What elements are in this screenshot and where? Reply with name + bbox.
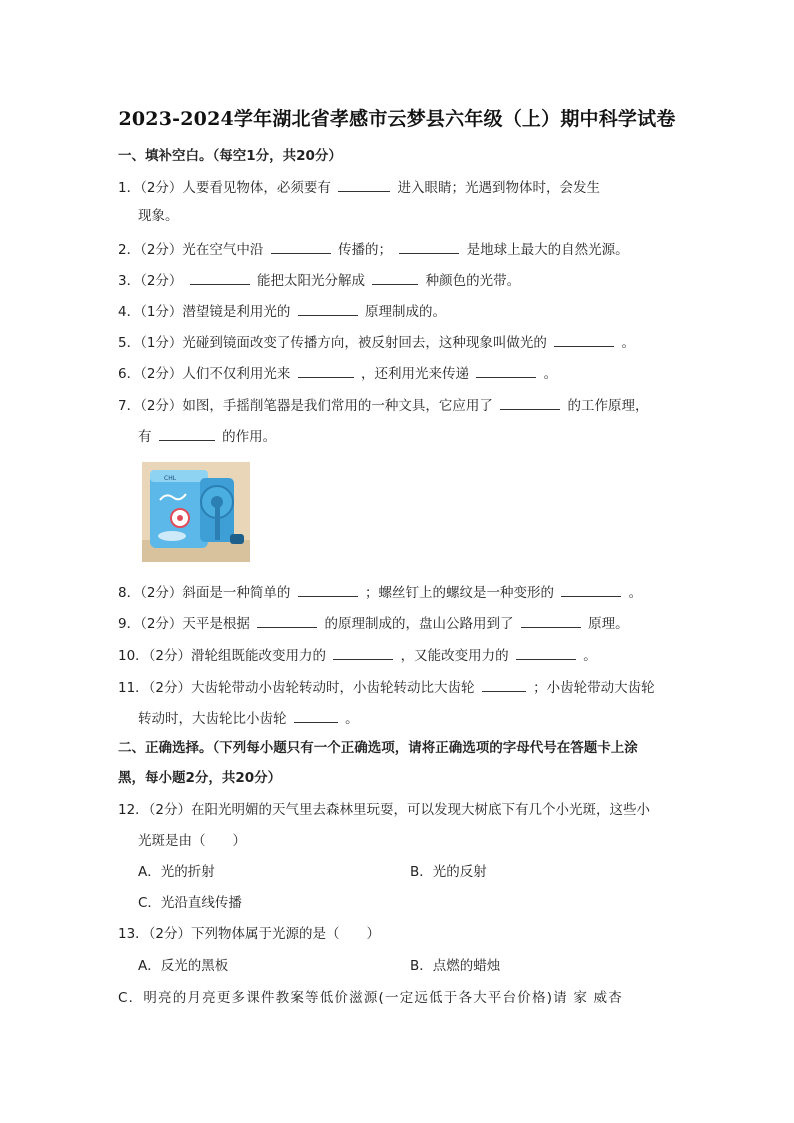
- question-11-cont: [138, 707, 359, 729]
- q12-text-a: 12．（2分）在阳光明媚的天气里去森林里玩耍，可以发现大树底下有几个小光斑，这些小: [118, 802, 651, 818]
- q4-blank-1[interactable]: [298, 300, 358, 316]
- q2-text-c: 是地球上最大的自然光源。: [466, 242, 629, 258]
- decorative-cloud: [158, 531, 186, 541]
- question-3: [118, 269, 520, 291]
- q7-text-b: 的工作原理，: [567, 398, 649, 414]
- q9-text-c: 原理。: [588, 616, 629, 632]
- q12-text-b: 光斑是由（ ）: [138, 833, 246, 849]
- q6-text-c: 。: [543, 366, 558, 382]
- crank-arm: [215, 502, 220, 540]
- q1-text-c: 现象。: [138, 208, 179, 224]
- section-2-heading-cont: [118, 768, 281, 788]
- q11-text-b: ；小齿轮带动大齿轮: [533, 680, 655, 696]
- q9-text-b: 的原理制成的，盘山公路用到了: [324, 616, 514, 632]
- q10-text-a: 10．（2分）滑轮组既能改变用力的: [118, 648, 327, 664]
- question-1-cont: [138, 206, 179, 226]
- q1-text-b: 进入眼睛；光遇到物体时，会发生: [397, 180, 601, 196]
- question-9: [118, 612, 629, 634]
- pencil-sharpener-image: [142, 462, 250, 562]
- question-13: [118, 924, 380, 944]
- section-2-heading: [118, 738, 638, 758]
- q6-blank-1[interactable]: [298, 362, 354, 378]
- q1-text-a: 1．（2分）人要看见物体，必须要有: [118, 180, 331, 196]
- q9-blank-1[interactable]: [257, 612, 317, 628]
- q13-option-a[interactable]: A．反光的黑板: [138, 958, 229, 974]
- q3-blank-1[interactable]: [190, 269, 250, 285]
- q4-text-a: 4．（1分）潜望镜是利用光的: [118, 304, 291, 320]
- q3-text-a: 3．（2分）: [118, 273, 183, 289]
- q8-blank-1[interactable]: [298, 581, 358, 597]
- pencil-hole-center: [177, 515, 183, 521]
- question-1: [118, 176, 600, 198]
- q11-text-d: 。: [345, 711, 359, 727]
- sharpener-top: [150, 470, 208, 482]
- question-7: [118, 394, 649, 416]
- question-12-cont: [138, 831, 246, 851]
- q8-text-a: 8．（2分）斜面是一种简单的: [118, 585, 291, 601]
- question-11: [118, 676, 655, 698]
- q2-text-a: 2．（2分）光在空气中沿: [118, 242, 264, 258]
- question-12: [118, 800, 650, 820]
- q4-text-b: 原理制成的。: [365, 304, 447, 320]
- section-1-heading: [118, 146, 342, 166]
- q11-text-a: 11．（2分）大齿轮带动小齿轮转动时，小齿轮转动比大齿轮: [118, 680, 475, 696]
- q10-blank-2[interactable]: [516, 644, 576, 660]
- q8-blank-2[interactable]: [561, 581, 621, 597]
- q11-text-c: 转动时，大齿轮比小齿轮: [138, 711, 287, 727]
- q12-option-b[interactable]: B．光的反射: [410, 864, 487, 880]
- q11-blank-2[interactable]: [294, 707, 338, 723]
- q10-text-b: ，又能改变用力的: [400, 648, 509, 664]
- section-1-text: 一、填补空白。（每空1分，共20分）: [118, 148, 342, 164]
- q9-blank-2[interactable]: [521, 612, 581, 628]
- brand-label: CHL: [164, 475, 177, 482]
- question-7-cont: [138, 425, 276, 447]
- q7-text-c: 有: [138, 429, 152, 445]
- q8-text-b: ；螺丝钉上的螺纹是一种变形的: [365, 585, 555, 601]
- crank-handle: [230, 534, 244, 544]
- q10-text-c: 。: [583, 648, 597, 664]
- q6-text-b: ，还利用光来传递: [361, 366, 470, 382]
- question-8: [118, 581, 642, 603]
- q13-option-b[interactable]: B．点燃的蜡烛: [410, 958, 501, 974]
- q5-text-a: 5．（1分）光碰到镜面改变了传播方向，被反射回去，这种现象叫做光的: [118, 335, 547, 351]
- q3-text-c: 种颜色的光带。: [425, 273, 521, 289]
- question-5: [118, 331, 635, 353]
- q5-blank-1[interactable]: [554, 331, 614, 347]
- q2-blank-1[interactable]: [271, 238, 331, 254]
- question-6: [118, 362, 557, 384]
- q7-blank-2[interactable]: [159, 425, 215, 441]
- q10-blank-1[interactable]: [333, 644, 393, 660]
- question-4: [118, 300, 446, 322]
- q5-text-b: 。: [621, 335, 636, 351]
- q13-option-c-footer: C．明亮的月亮更多课件教案等低价滋源(一定远低于各大平台价格)请 家 威杏: [118, 990, 623, 1006]
- q12-option-c[interactable]: C．光沿直线传播: [138, 895, 242, 911]
- q7-text-a: 7．（2分）如图，手摇削笔器是我们常用的一种文具，它应用了: [118, 398, 493, 414]
- section-2-line-2: 黑，每小题2分，共20分）: [118, 770, 282, 786]
- q13-text-a: 13．（2分）下列物体属于光源的是（ ）: [118, 926, 381, 942]
- q12-option-a[interactable]: A．光的折射: [138, 864, 215, 880]
- q7-blank-1[interactable]: [500, 394, 560, 410]
- q9-text-a: 9．（2分）天平是根据: [118, 616, 250, 632]
- q11-blank-1[interactable]: [482, 676, 526, 692]
- q2-text-b: 传播的；: [338, 242, 393, 258]
- q6-blank-2[interactable]: [476, 362, 536, 378]
- question-2: [118, 238, 629, 260]
- q3-text-b: 能把太阳光分解成: [257, 273, 366, 289]
- q1-blank-1[interactable]: [338, 176, 390, 192]
- page-title: 2023-2024学年湖北省孝感市云梦县六年级（上）期中科学试卷: [118, 108, 676, 130]
- q6-text-a: 6．（2分）人们不仅利用光来: [118, 366, 291, 382]
- q3-blank-2[interactable]: [372, 269, 418, 285]
- q8-text-c: 。: [628, 585, 643, 601]
- q7-text-d: 的作用。: [222, 429, 277, 445]
- pencil-sharpener-illustration: [142, 462, 250, 562]
- section-2-line-1: 二、正确选择。（下列每小题只有一个正确选项，请将正确选项的字母代号在答题卡上涂: [118, 740, 638, 756]
- q2-blank-2[interactable]: [399, 238, 459, 254]
- question-10: [118, 644, 597, 666]
